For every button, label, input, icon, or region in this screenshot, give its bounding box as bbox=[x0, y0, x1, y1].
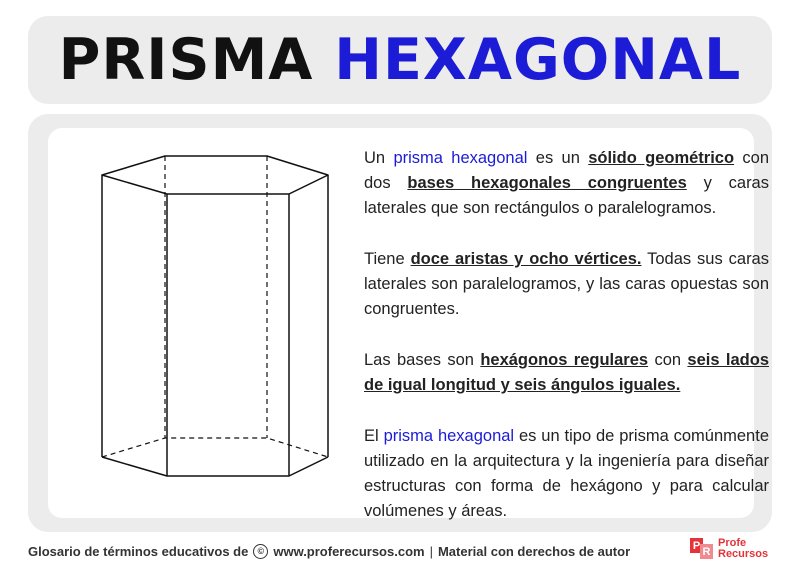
logo-line-1: Profe bbox=[718, 537, 747, 549]
title-word-prisma: PRISMA bbox=[58, 26, 314, 93]
text-span: con dos bbox=[364, 149, 770, 192]
text-span: es un bbox=[527, 149, 589, 167]
footer-site-link[interactable]: www.proferecursos.com bbox=[273, 543, 425, 559]
hexagonal-prism-icon bbox=[74, 142, 334, 512]
text-span: es un tipo de prisma comúnmente utilizado en la arquitectura y la ingeniería para diseñar estructuras con forma de hexágono y para calcular volúmenes y áreas. bbox=[364, 427, 769, 520]
content-card bbox=[48, 128, 770, 520]
text-span: Todas sus caras laterales son paralelogramos, y las caras opuestas son congruentes. bbox=[364, 250, 769, 318]
paragraph-definition bbox=[364, 146, 769, 221]
title-word-hexagonal: HEXAGONAL bbox=[334, 26, 742, 93]
paragraph-uses bbox=[364, 424, 769, 524]
text-span: Las bases son bbox=[364, 351, 481, 369]
text-span: Tiene bbox=[364, 250, 411, 268]
highlight-term: prisma hexagonal bbox=[383, 427, 515, 445]
logo-mark-r: R bbox=[700, 544, 713, 559]
proferecursos-logo[interactable] bbox=[690, 538, 768, 560]
footer bbox=[28, 541, 630, 561]
footer-prefix: Glosario de términos educativos de bbox=[28, 543, 249, 559]
page-title bbox=[58, 26, 742, 93]
logo-mark-icon bbox=[690, 538, 714, 560]
key-term: sólido geométrico bbox=[588, 149, 735, 167]
title-banner bbox=[28, 16, 772, 104]
key-term: seis lados de igual longitud y seis ángulos iguales. bbox=[364, 351, 769, 394]
content-panel bbox=[28, 114, 772, 532]
text-span: Un bbox=[364, 149, 394, 167]
key-term: doce aristas y ocho vértices. bbox=[410, 250, 642, 268]
text-span: El bbox=[364, 427, 384, 445]
logo-line-2: Recursos bbox=[718, 548, 769, 560]
paragraph-edges bbox=[364, 247, 769, 322]
logo-text bbox=[718, 538, 768, 560]
highlight-term: prisma hexagonal bbox=[393, 149, 528, 167]
key-term: bases hexagonales congruentes bbox=[407, 174, 687, 192]
paragraph-bases bbox=[364, 348, 769, 398]
footer-separator: | bbox=[429, 543, 433, 559]
text-span: con bbox=[648, 351, 688, 369]
copyright-icon: © bbox=[253, 544, 268, 559]
text-span: y caras laterales que son rectángulos o paralelogramos. bbox=[364, 174, 769, 217]
key-term: hexágonos regulares bbox=[480, 351, 649, 369]
footer-rights: Material con derechos de autor bbox=[437, 543, 631, 559]
logo-mark-p: P bbox=[690, 538, 703, 553]
definition-text bbox=[364, 146, 769, 550]
